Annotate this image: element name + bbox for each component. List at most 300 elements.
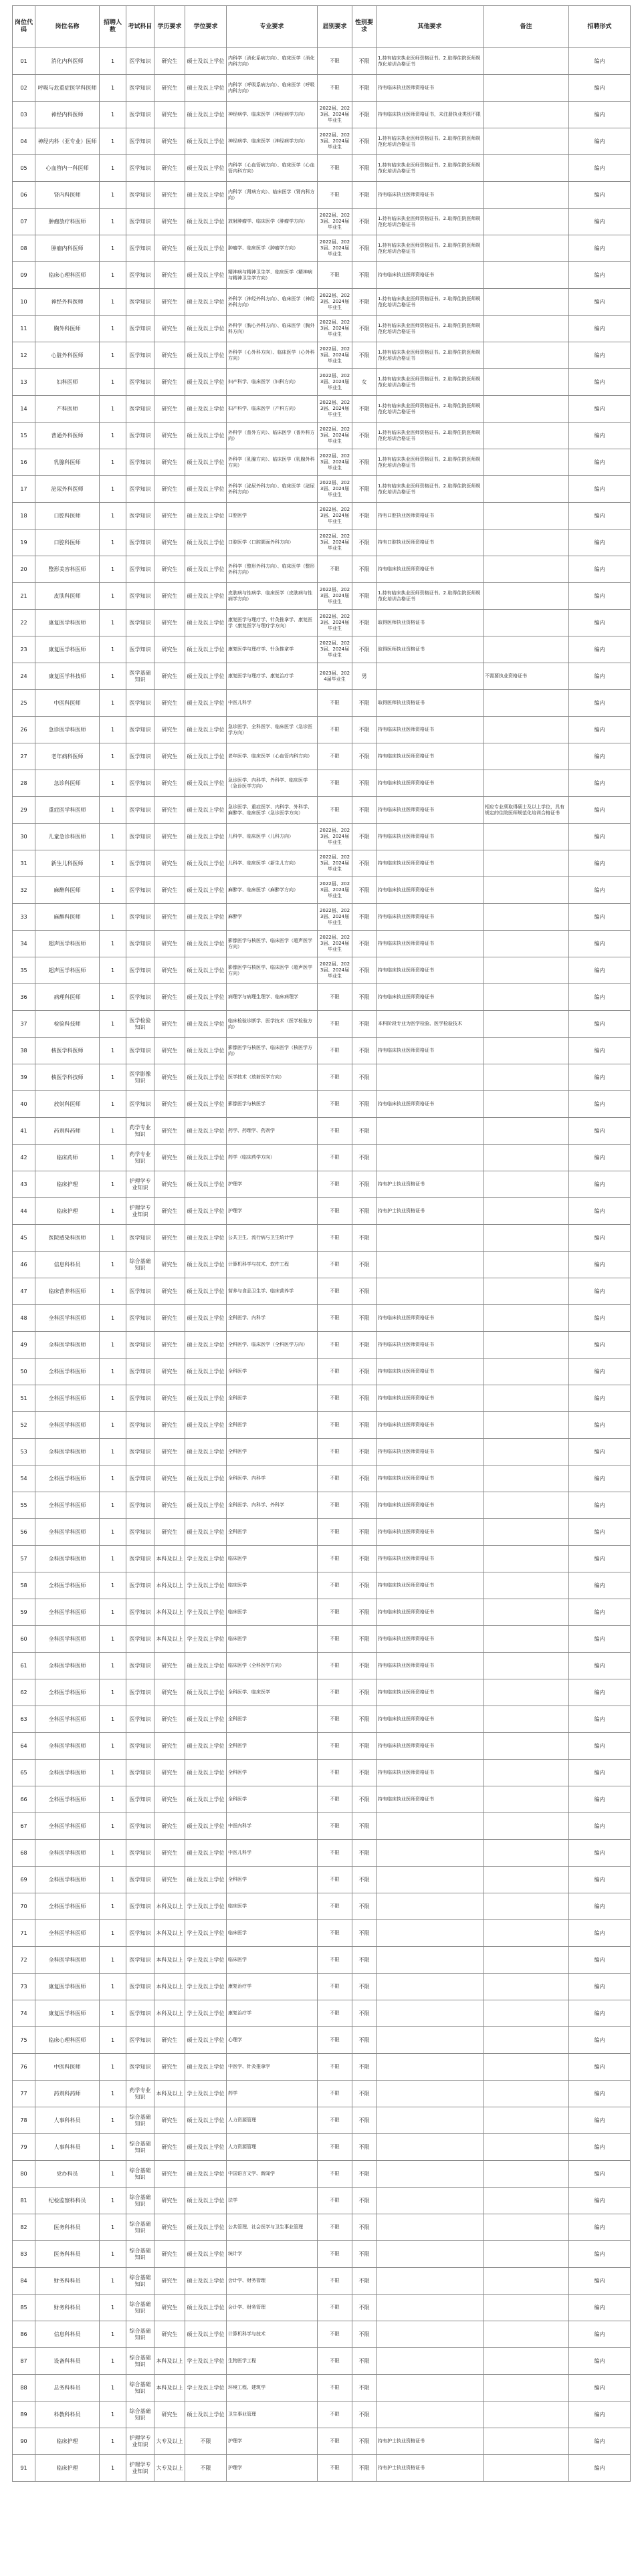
table-row — [13, 824, 631, 850]
gender-cell: 不限 — [352, 2027, 377, 2054]
major-cell: 护理学 — [227, 1198, 318, 1225]
major-cell: 临床医学 — [227, 1572, 318, 1599]
graduation-year-cell: 不限 — [318, 1867, 352, 1893]
graduation-year-cell: 不限 — [318, 2188, 352, 2214]
post-code-cell: 79 — [13, 2134, 35, 2161]
degree-cell: 硕士及以上学位 — [185, 1412, 227, 1439]
education-cell: 研究生 — [154, 877, 185, 904]
graduation-year-cell: 2022届、2023届、2024届毕业生 — [318, 423, 352, 449]
remark-cell — [484, 1974, 569, 2000]
post-name-cell: 全科医学科医师 — [35, 1626, 100, 1653]
degree-cell: 硕士及以上学位 — [185, 2214, 227, 2241]
post-code-cell: 33 — [13, 904, 35, 931]
education-cell: 研究生 — [154, 2054, 185, 2081]
major-cell: 外科学（神经外科方向）、临床医学（神经外科方向） — [227, 289, 318, 316]
post-name-cell: 全科医学科医师 — [35, 1920, 100, 1947]
post-name-cell: 全科医学科医师 — [35, 1653, 100, 1679]
graduation-year-cell: 不限 — [318, 2214, 352, 2241]
post-code-cell: 31 — [13, 850, 35, 877]
post-code-cell: 15 — [13, 423, 35, 449]
education-cell: 研究生 — [154, 1867, 185, 1893]
gender-cell: 不限 — [352, 610, 377, 636]
graduation-year-cell: 2022届、2023届、2024届毕业生 — [318, 824, 352, 850]
post-code-cell: 13 — [13, 369, 35, 396]
headcount-cell: 1 — [100, 2081, 126, 2107]
post-code-cell: 73 — [13, 1974, 35, 2000]
exam-subject-cell: 医学知识 — [126, 1867, 154, 1893]
major-cell: 法学 — [227, 2188, 318, 2214]
hiring-form-cell: 编内 — [569, 1412, 631, 1439]
headcount-cell: 1 — [100, 530, 126, 556]
remark-cell — [484, 75, 569, 102]
other-requirements-cell: 持有临床执业医师资格证书 — [377, 743, 484, 770]
headcount-cell: 1 — [100, 2268, 126, 2295]
major-cell: 外科学（胸心外科方向）、临床医学（胸外科方向） — [227, 316, 318, 342]
headcount-cell: 1 — [100, 2134, 126, 2161]
table-row — [13, 2188, 631, 2214]
remark-cell — [484, 1947, 569, 1974]
remark-cell — [484, 209, 569, 235]
hiring-form-cell: 编内 — [569, 316, 631, 342]
graduation-year-cell: 不限 — [318, 1385, 352, 1412]
post-code-cell: 63 — [13, 1706, 35, 1733]
hiring-form-cell: 编内 — [569, 369, 631, 396]
exam-subject-cell: 医学影像知识 — [126, 1064, 154, 1091]
education-cell: 研究生 — [154, 1733, 185, 1760]
hiring-form-cell: 编内 — [569, 1733, 631, 1760]
post-name-cell: 信息科科员 — [35, 2321, 100, 2348]
graduation-year-cell: 不限 — [318, 717, 352, 743]
hiring-form-cell: 编内 — [569, 690, 631, 717]
graduation-year-cell: 2022届、2023届、2024届毕业生 — [318, 369, 352, 396]
major-cell: 儿科学、临床医学（新生儿方向） — [227, 850, 318, 877]
header-cell: 性别要求 — [352, 6, 377, 48]
exam-subject-cell: 医学知识 — [126, 2027, 154, 2054]
headcount-cell: 1 — [100, 931, 126, 957]
hiring-form-cell: 编内 — [569, 449, 631, 476]
degree-cell: 硕士及以上学位 — [185, 1867, 227, 1893]
headcount-cell: 1 — [100, 1920, 126, 1947]
remark-cell — [484, 1626, 569, 1653]
other-requirements-cell: 本科阶段专业为医学检验、医学检验技术 — [377, 1011, 484, 1038]
degree-cell: 硕士及以上学位 — [185, 850, 227, 877]
remark-cell — [484, 2054, 569, 2081]
major-cell: 全科医学 — [227, 1412, 318, 1439]
other-requirements-cell: 取得医师执业资格证书 — [377, 610, 484, 636]
hiring-form-cell: 编内 — [569, 1867, 631, 1893]
headcount-cell: 1 — [100, 743, 126, 770]
table-row — [13, 1038, 631, 1064]
degree-cell: 硕士及以上学位 — [185, 102, 227, 128]
table-row — [13, 1626, 631, 1653]
major-cell: 全科医学 — [227, 1760, 318, 1786]
post-code-cell: 68 — [13, 1840, 35, 1867]
degree-cell: 硕士及以上学位 — [185, 770, 227, 797]
gender-cell: 不限 — [352, 850, 377, 877]
post-name-cell: 普通外科医师 — [35, 423, 100, 449]
header-cell: 岗位代码 — [13, 6, 35, 48]
table-row — [13, 636, 631, 663]
graduation-year-cell: 不限 — [318, 2402, 352, 2428]
hiring-form-cell: 编内 — [569, 128, 631, 155]
remark-cell — [484, 904, 569, 931]
education-cell: 研究生 — [154, 984, 185, 1011]
exam-subject-cell: 医学知识 — [126, 1572, 154, 1599]
table-row — [13, 2295, 631, 2321]
exam-subject-cell: 综合基础知识 — [126, 2348, 154, 2375]
headcount-cell: 1 — [100, 423, 126, 449]
education-cell: 研究生 — [154, 770, 185, 797]
headcount-cell: 1 — [100, 449, 126, 476]
hiring-form-cell: 编内 — [569, 1252, 631, 1278]
exam-subject-cell: 医学知识 — [126, 850, 154, 877]
hiring-form-cell: 编内 — [569, 2295, 631, 2321]
education-cell: 研究生 — [154, 2027, 185, 2054]
post-code-cell: 12 — [13, 342, 35, 369]
exam-subject-cell: 医学知识 — [126, 583, 154, 610]
education-cell: 研究生 — [154, 449, 185, 476]
other-requirements-cell: 持有临床执业医师资格证书 — [377, 1653, 484, 1679]
major-cell: 会计学、财务管理 — [227, 2268, 318, 2295]
headcount-cell: 1 — [100, 2455, 126, 2482]
major-cell: 全科医学 — [227, 1439, 318, 1466]
post-name-cell: 临床护理 — [35, 1171, 100, 1198]
gender-cell: 不限 — [352, 1867, 377, 1893]
hiring-form-cell: 编内 — [569, 636, 631, 663]
hiring-form-cell: 编内 — [569, 1225, 631, 1252]
degree-cell: 硕士及以上学位 — [185, 48, 227, 75]
other-requirements-cell: 持有临床执业医师资格证书 — [377, 904, 484, 931]
hiring-form-cell: 编内 — [569, 1706, 631, 1733]
post-code-cell: 87 — [13, 2348, 35, 2375]
degree-cell: 硕士及以上学位 — [185, 316, 227, 342]
headcount-cell: 1 — [100, 289, 126, 316]
header-cell: 届别要求 — [318, 6, 352, 48]
remark-cell — [484, 877, 569, 904]
post-code-cell: 08 — [13, 235, 35, 262]
post-code-cell: 42 — [13, 1145, 35, 1171]
exam-subject-cell: 医学知识 — [126, 102, 154, 128]
exam-subject-cell: 医学知识 — [126, 2000, 154, 2027]
degree-cell: 硕士及以上学位 — [185, 1198, 227, 1225]
headcount-cell: 1 — [100, 1385, 126, 1412]
post-code-cell: 37 — [13, 1011, 35, 1038]
exam-subject-cell: 医学知识 — [126, 904, 154, 931]
gender-cell: 不限 — [352, 877, 377, 904]
other-requirements-cell: 持有临床执业医师资格证书 — [377, 1466, 484, 1492]
degree-cell: 硕士及以上学位 — [185, 1359, 227, 1385]
post-name-cell: 全科医学科医师 — [35, 1733, 100, 1760]
remark-cell — [484, 503, 569, 530]
post-code-cell: 77 — [13, 2081, 35, 2107]
other-requirements-cell: 持有临床执业医师资格证书 — [377, 1626, 484, 1653]
education-cell: 研究生 — [154, 583, 185, 610]
table-row — [13, 1599, 631, 1626]
major-cell: 全科医学 — [227, 1359, 318, 1385]
post-code-cell: 52 — [13, 1412, 35, 1439]
table-row — [13, 1198, 631, 1225]
education-cell: 研究生 — [154, 2295, 185, 2321]
major-cell: 全科医学 — [227, 1519, 318, 1546]
table-row — [13, 1706, 631, 1733]
headcount-cell: 1 — [100, 1359, 126, 1385]
hiring-form-cell: 编内 — [569, 770, 631, 797]
exam-subject-cell: 综合基础知识 — [126, 2295, 154, 2321]
education-cell: 研究生 — [154, 556, 185, 583]
major-cell: 影像医学与核医学、临床医学（超声医学方向） — [227, 957, 318, 984]
education-cell: 研究生 — [154, 1278, 185, 1305]
degree-cell: 学士及以上学位 — [185, 1626, 227, 1653]
education-cell: 研究生 — [154, 369, 185, 396]
other-requirements-cell: 持有临床执业医师资格证书 — [377, 1706, 484, 1733]
gender-cell: 不限 — [352, 984, 377, 1011]
headcount-cell: 1 — [100, 717, 126, 743]
gender-cell: 不限 — [352, 1145, 377, 1171]
headcount-cell: 1 — [100, 48, 126, 75]
major-cell: 妇产科学、临床医学（产科方向） — [227, 396, 318, 423]
headcount-cell: 1 — [100, 75, 126, 102]
major-cell: 康复治疗学 — [227, 2000, 318, 2027]
gender-cell: 不限 — [352, 1519, 377, 1546]
headcount-cell: 1 — [100, 1305, 126, 1332]
table-row — [13, 2134, 631, 2161]
table-row — [13, 717, 631, 743]
degree-cell: 硕士及以上学位 — [185, 449, 227, 476]
post-code-cell: 17 — [13, 476, 35, 503]
table-row — [13, 850, 631, 877]
education-cell: 研究生 — [154, 155, 185, 182]
post-code-cell: 24 — [13, 663, 35, 690]
hiring-form-cell: 编内 — [569, 530, 631, 556]
remark-cell — [484, 984, 569, 1011]
major-cell: 临床检验诊断学、医学技术（医学检验方向） — [227, 1011, 318, 1038]
major-cell: 公共管理、社会医学与卫生事业管理 — [227, 2214, 318, 2241]
degree-cell: 硕士及以上学位 — [185, 904, 227, 931]
post-code-cell: 43 — [13, 1171, 35, 1198]
degree-cell: 硕士及以上学位 — [185, 1706, 227, 1733]
other-requirements-cell — [377, 2268, 484, 2295]
hiring-form-cell: 编内 — [569, 342, 631, 369]
graduation-year-cell: 不限 — [318, 984, 352, 1011]
exam-subject-cell: 医学知识 — [126, 1679, 154, 1706]
headcount-cell: 1 — [100, 850, 126, 877]
remark-cell — [484, 1198, 569, 1225]
graduation-year-cell: 2022届、2023届、2024届毕业生 — [318, 850, 352, 877]
headcount-cell: 1 — [100, 2241, 126, 2268]
other-requirements-cell: 取得医师执业资格证书 — [377, 636, 484, 663]
degree-cell: 硕士及以上学位 — [185, 2107, 227, 2134]
post-code-cell: 50 — [13, 1359, 35, 1385]
exam-subject-cell: 医学知识 — [126, 1974, 154, 2000]
other-requirements-cell — [377, 2214, 484, 2241]
other-requirements-cell: 1.持有临床执业医师资格证书。2.取得住院医师规范化培训合格证书 — [377, 342, 484, 369]
other-requirements-cell: 持有临床执业医师资格证书 — [377, 797, 484, 824]
table-row — [13, 48, 631, 75]
major-cell: 急诊医学、内科学、外科学、临床医学（急诊医学方向） — [227, 770, 318, 797]
table-row — [13, 1064, 631, 1091]
exam-subject-cell: 护理学专业知识 — [126, 2428, 154, 2455]
exam-subject-cell: 综合基础知识 — [126, 2134, 154, 2161]
graduation-year-cell: 不限 — [318, 2054, 352, 2081]
gender-cell: 不限 — [352, 556, 377, 583]
hiring-form-cell: 编内 — [569, 155, 631, 182]
gender-cell: 不限 — [352, 316, 377, 342]
degree-cell: 硕士及以上学位 — [185, 1145, 227, 1171]
degree-cell: 硕士及以上学位 — [185, 1332, 227, 1359]
post-name-cell: 全科医学科医师 — [35, 1412, 100, 1439]
headcount-cell: 1 — [100, 1893, 126, 1920]
post-name-cell: 麻醉科医师 — [35, 904, 100, 931]
remark-cell — [484, 1359, 569, 1385]
major-cell: 全科医学、内科学 — [227, 1305, 318, 1332]
table-row — [13, 476, 631, 503]
post-code-cell: 41 — [13, 1118, 35, 1145]
gender-cell: 不限 — [352, 235, 377, 262]
graduation-year-cell: 2022届、2023届、2024届毕业生 — [318, 476, 352, 503]
degree-cell: 硕士及以上学位 — [185, 1171, 227, 1198]
post-name-cell: 康复医学科医师 — [35, 610, 100, 636]
other-requirements-cell: 持有临床执业医师资格证书 — [377, 1332, 484, 1359]
table-row — [13, 1893, 631, 1920]
post-code-cell: 06 — [13, 182, 35, 209]
post-code-cell: 25 — [13, 690, 35, 717]
education-cell: 研究生 — [154, 396, 185, 423]
exam-subject-cell: 医学知识 — [126, 1653, 154, 1679]
table-row — [13, 449, 631, 476]
remark-cell — [484, 636, 569, 663]
post-name-cell: 临床护理 — [35, 2455, 100, 2482]
headcount-cell: 1 — [100, 1171, 126, 1198]
other-requirements-cell: 持有临床执业医师资格证书 — [377, 770, 484, 797]
gender-cell: 不限 — [352, 1492, 377, 1519]
hiring-form-cell: 编内 — [569, 1920, 631, 1947]
education-cell: 本科及以上 — [154, 1947, 185, 1974]
table-row — [13, 770, 631, 797]
graduation-year-cell: 不限 — [318, 2081, 352, 2107]
table-row — [13, 583, 631, 610]
hiring-form-cell: 编内 — [569, 1599, 631, 1626]
other-requirements-cell: 持有临床执业医师资格证书 — [377, 1679, 484, 1706]
education-cell: 研究生 — [154, 235, 185, 262]
table-row — [13, 1492, 631, 1519]
other-requirements-cell: 取得医师执业资格证书 — [377, 690, 484, 717]
hiring-form-cell: 编内 — [569, 957, 631, 984]
degree-cell: 硕士及以上学位 — [185, 1064, 227, 1091]
post-name-cell: 设备科科员 — [35, 2348, 100, 2375]
exam-subject-cell: 医学知识 — [126, 128, 154, 155]
graduation-year-cell: 不限 — [318, 1813, 352, 1840]
other-requirements-cell — [377, 2027, 484, 2054]
graduation-year-cell: 2022届、2023届、2024届毕业生 — [318, 877, 352, 904]
hiring-form-cell: 编内 — [569, 1385, 631, 1412]
post-code-cell: 07 — [13, 209, 35, 235]
gender-cell: 不限 — [352, 1252, 377, 1278]
gender-cell: 不限 — [352, 155, 377, 182]
hiring-form-cell: 编内 — [569, 2000, 631, 2027]
other-requirements-cell: 持有临床执业医师资格证书 — [377, 1546, 484, 1572]
headcount-cell: 1 — [100, 1572, 126, 1599]
remark-cell — [484, 369, 569, 396]
degree-cell: 硕士及以上学位 — [185, 2321, 227, 2348]
gender-cell: 不限 — [352, 503, 377, 530]
major-cell: 口腔医学（口腔颌面外科方向） — [227, 530, 318, 556]
gender-cell: 不限 — [352, 1225, 377, 1252]
table-row — [13, 155, 631, 182]
remark-cell — [484, 1439, 569, 1466]
remark-cell — [484, 1145, 569, 1171]
major-cell: 老年医学、临床医学（心血管内科方向） — [227, 743, 318, 770]
post-name-cell: 党办科员 — [35, 2161, 100, 2188]
headcount-cell: 1 — [100, 1038, 126, 1064]
other-requirements-cell — [377, 2375, 484, 2402]
degree-cell: 硕士及以上学位 — [185, 1840, 227, 1867]
remark-cell — [484, 824, 569, 850]
major-cell: 护理学 — [227, 2455, 318, 2482]
education-cell: 研究生 — [154, 1813, 185, 1840]
graduation-year-cell: 不限 — [318, 1679, 352, 1706]
exam-subject-cell: 医学知识 — [126, 476, 154, 503]
remark-cell — [484, 1492, 569, 1519]
remark-cell — [484, 1225, 569, 1252]
post-name-cell: 超声医学科医师 — [35, 931, 100, 957]
major-cell: 皮肤病与性病学、临床医学（皮肤病与性病学方向） — [227, 583, 318, 610]
major-cell: 儿科学、临床医学（儿科方向） — [227, 824, 318, 850]
post-code-cell: 62 — [13, 1679, 35, 1706]
hiring-form-cell: 编内 — [569, 1893, 631, 1920]
gender-cell: 不限 — [352, 2295, 377, 2321]
education-cell: 研究生 — [154, 182, 185, 209]
headcount-cell: 1 — [100, 1252, 126, 1278]
major-cell: 麻醉学 — [227, 904, 318, 931]
headcount-cell: 1 — [100, 797, 126, 824]
post-code-cell: 67 — [13, 1813, 35, 1840]
education-cell: 研究生 — [154, 1840, 185, 1867]
post-code-cell: 48 — [13, 1305, 35, 1332]
other-requirements-cell — [377, 1840, 484, 1867]
post-name-cell: 重症医学科医师 — [35, 797, 100, 824]
post-code-cell: 53 — [13, 1439, 35, 1466]
major-cell: 全科医学、内科学、外科学 — [227, 1492, 318, 1519]
major-cell: 中医学、针灸推拿学 — [227, 2054, 318, 2081]
post-code-cell: 71 — [13, 1920, 35, 1947]
major-cell: 内科学（消化系病方向）、临床医学（消化内科方向） — [227, 48, 318, 75]
exam-subject-cell: 医学知识 — [126, 824, 154, 850]
exam-subject-cell: 医学知识 — [126, 530, 154, 556]
gender-cell: 不限 — [352, 1278, 377, 1305]
other-requirements-cell — [377, 2188, 484, 2214]
other-requirements-cell: 持有临床执业医师资格证书 — [377, 1385, 484, 1412]
remark-cell: 不需要执业资格证书 — [484, 663, 569, 690]
headcount-cell: 1 — [100, 1706, 126, 1733]
headcount-cell: 1 — [100, 1626, 126, 1653]
hiring-form-cell: 编内 — [569, 2107, 631, 2134]
table-row — [13, 1439, 631, 1466]
graduation-year-cell: 不限 — [318, 2321, 352, 2348]
education-cell: 研究生 — [154, 957, 185, 984]
hiring-form-cell: 编内 — [569, 2402, 631, 2428]
post-name-cell: 急诊科医师 — [35, 770, 100, 797]
gender-cell: 不限 — [352, 1813, 377, 1840]
remark-cell — [484, 423, 569, 449]
gender-cell: 不限 — [352, 824, 377, 850]
exam-subject-cell: 医学知识 — [126, 877, 154, 904]
post-code-cell: 59 — [13, 1599, 35, 1626]
remark-cell — [484, 155, 569, 182]
other-requirements-cell — [377, 2107, 484, 2134]
headcount-cell: 1 — [100, 636, 126, 663]
major-cell: 外科学（乳腺方向）、临床医学（乳腺外科方向） — [227, 449, 318, 476]
other-requirements-cell: 持有临床执业医师资格证书 — [377, 182, 484, 209]
